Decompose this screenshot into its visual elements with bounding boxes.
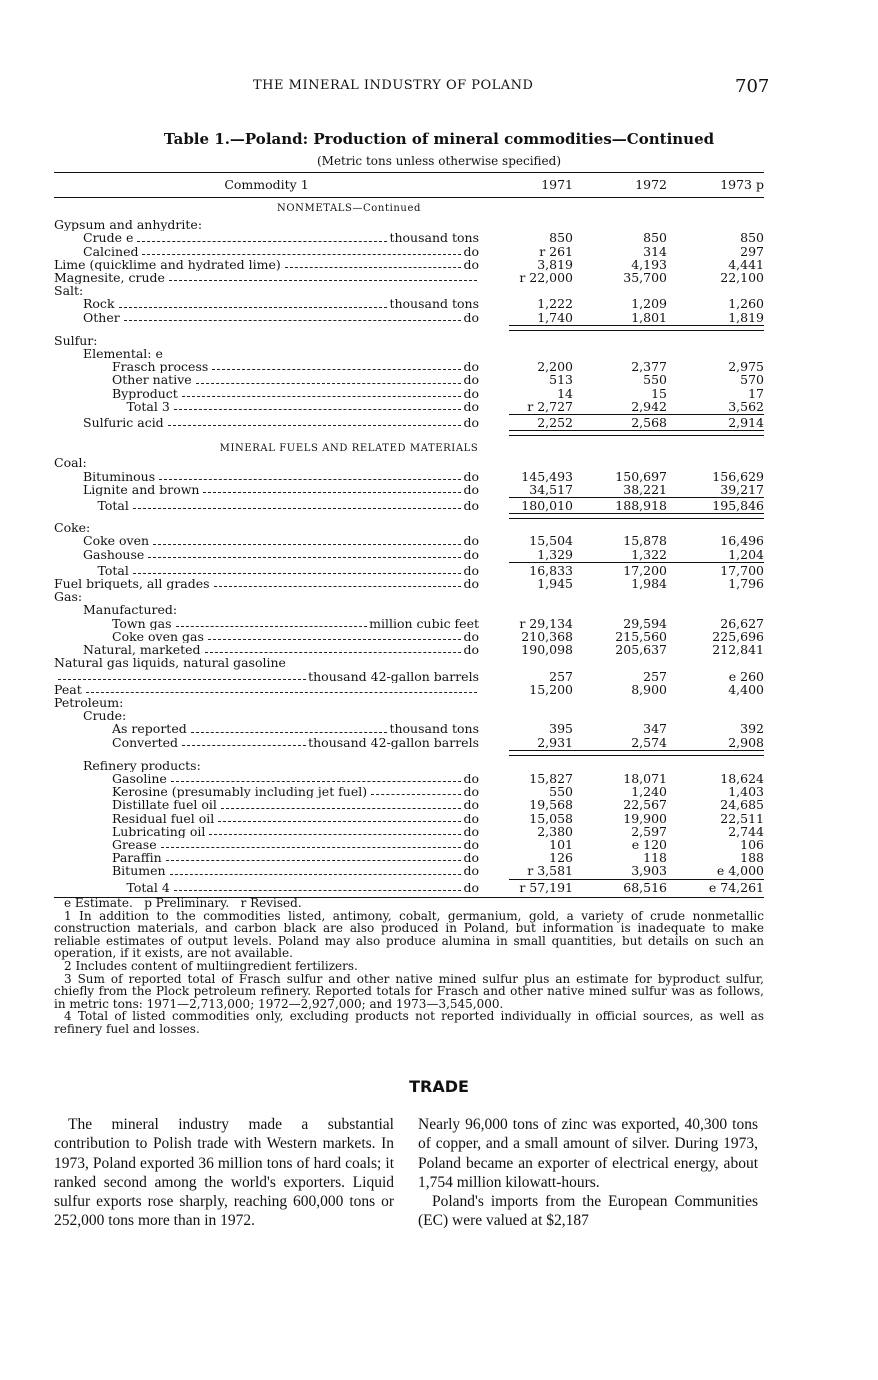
row-unit: do [463,360,479,374]
table-row [54,499,764,512]
row-unit: do [463,864,479,878]
table-row [54,590,764,603]
section-heading-trade: TRADE [409,1077,469,1096]
table-row [54,548,764,561]
cell-1971: r 3,581 [527,863,573,879]
table-row [54,483,764,496]
table-row [54,825,764,838]
dot-leader [371,794,461,795]
cell-1971: 2,380 [537,823,573,839]
cell-1973: 17 [748,385,764,401]
row-label: Crude: [83,709,127,723]
row-label: Byproduct [112,386,178,400]
row-unit: thousand tons [389,297,479,311]
cell-1972: 150,697 [615,468,667,484]
cell-1972: 22,567 [623,797,667,813]
table-row [54,271,764,284]
cell-1971: 1,945 [537,576,573,592]
row-label: Peat [54,682,82,696]
cell-1973: 156,629 [712,468,764,484]
row-label: Crude e [83,231,134,245]
body-column-right [418,1115,758,1231]
cell-1973: e 4,000 [716,863,764,879]
cell-1973: 2,908 [728,734,764,750]
table-row [54,334,764,347]
cell-1971: 101 [549,836,573,852]
cell-1972: 118 [643,850,667,866]
cell-1972: 2,942 [631,398,667,414]
cell-1972: 8,900 [631,681,667,697]
row-label: Other native [112,373,192,387]
row-label: Lime (quicklime and hydrated lime) [54,257,281,272]
rows-fuels [54,456,764,893]
row-label: As reported [112,722,187,736]
row-unit: thousand tons [389,722,479,736]
cell-1973: 2,744 [728,823,764,839]
dot-leader [86,692,477,693]
dot-leader [133,573,462,574]
cell-1971: r 261 [539,243,573,259]
cell-1972: 15 [651,385,667,401]
cell-1973: 212,841 [712,642,764,658]
cell-1971: 210,368 [521,628,573,644]
cell-1973: 24,685 [720,797,764,813]
dot-leader [221,808,462,809]
row-label: Total [97,563,129,578]
cell-1971: 15,058 [529,810,573,826]
rows-nonmetals [54,218,764,436]
row-unit: do [463,811,479,825]
cell-1973: 1,260 [728,296,764,312]
dot-leader [191,732,388,733]
col-1973: 1973 p [720,177,764,193]
row-unit: do [463,785,479,799]
table-row [54,696,764,709]
dot-leader [159,479,461,480]
row-unit: do [463,643,479,657]
cell-1973: 39,217 [720,481,764,497]
cell-1971: 1,740 [537,309,573,325]
col-1972: 1972 [635,177,667,193]
row-label: Coke oven [83,534,150,548]
row-label: Natural, marketed [83,643,201,657]
row-label: Residual fuel oil [112,811,215,825]
row-unit: do [463,837,479,852]
table-row [54,617,764,630]
row-label: Other [83,310,120,324]
row-unit: do [463,880,479,894]
row-unit: do [463,798,479,812]
dot-leader [161,847,462,848]
row-unit: do [463,386,479,400]
footnote-legend: e Estimate. p Preliminary. r Revised. [64,896,302,910]
dot-leader [209,834,461,835]
cell-1973: 570 [740,372,764,388]
table-row [54,456,764,469]
cell-1971: 257 [549,668,573,684]
cell-1973: 2,914 [728,415,764,431]
row-label: Sulfuric acid [83,416,164,430]
table-rule [509,325,764,331]
footnote-3: 3 Sum of reported total of Frasch sulfur and other native mined sulfur plus an estimate for byproduct sulfur, chiefly from the Plock petroleum refinery. Reported totals for Frasch and other native mined sulfur was as follows, in metric tons: 1971—2,713,000; 1972—2,927,000; and 1973—3,545,000. [54,971,764,1011]
table-row [54,231,764,244]
body-column-left [54,1115,394,1231]
row-label: Magnesite, crude [54,271,165,285]
table-row [54,656,764,669]
paragraph: Poland's imports from the European Communities (EC) were valued at $2,187 [418,1193,758,1230]
cell-1973: 106 [740,836,764,852]
table-row [54,812,764,825]
dot-leader [169,280,477,281]
cell-1971: 15,827 [529,770,573,786]
dot-leader [133,508,462,509]
row-unit: do [463,824,479,838]
row-unit: million cubic feet [369,616,479,630]
cell-1973: 188 [740,850,764,866]
cell-1971: r 29,134 [519,615,573,631]
row-unit: do [463,629,479,644]
row-label: Coke oven gas [112,629,204,644]
dot-leader [142,254,461,255]
cell-1972: 1,322 [631,546,667,562]
table-row [54,577,764,590]
cell-1971: 2,931 [537,734,573,750]
cell-1972: 18,071 [623,770,667,786]
row-label: Natural gas liquids, natural gasoline [54,656,286,670]
table-row [54,311,764,324]
footnote-4: 4 Total of listed commodities only, excluding products not reported individually in official sources, as well as refinery fuel and losses. [54,1009,764,1036]
row-unit: do [463,482,479,497]
row-label: Elemental: e [83,347,163,361]
dot-leader [212,369,461,370]
dot-leader [174,890,462,891]
row-label: Frasch process [112,360,209,374]
row-unit: thousand tons [389,231,479,245]
cell-1971: 513 [549,372,573,388]
table-row [54,759,764,772]
dot-leader [148,557,461,558]
page-number: 707 [735,76,770,97]
row-label: Gypsum and anhydrite: [54,218,203,232]
row-label: Calcined [83,244,139,258]
row-label: Kerosine (presumably including jet fuel) [112,785,368,799]
table-caption: Table 1.—Poland: Production of mineral commodities—Continued [163,130,715,148]
row-label: Distillate fuel oil [112,798,217,812]
table-row [54,864,764,877]
cell-1973: 392 [740,721,764,737]
table-header-row [54,173,764,198]
dot-leader [176,626,368,627]
dot-leader [203,492,461,493]
row-unit: do [463,534,479,548]
running-title: THE MINERAL INDUSTRY OF POLAND [253,78,534,93]
cell-1971: 3,819 [537,256,573,272]
row-unit: do [463,399,479,414]
row-label: Manufactured: [83,603,178,617]
cell-1971: 395 [549,721,573,737]
paragraph: Nearly 96,000 tons of zinc was exported, 40,300 tons of copper, and a small amount of silver. During 1973, Poland became an exporter of electrical energy, about 1,754 million kilowatt-hours. [418,1116,758,1191]
row-unit: do [463,244,479,258]
table-row [54,683,764,696]
dot-leader [119,307,388,308]
dot-leader [137,241,387,242]
dot-leader [124,320,462,321]
table-row [54,245,764,258]
row-label: Coke: [54,521,91,535]
cell-1972: 68,516 [623,879,667,895]
production-table [54,172,764,898]
cell-1973: 22,100 [720,270,764,286]
cell-1973: 16,496 [720,533,764,549]
table-row [54,297,764,310]
cell-1973: 18,624 [720,770,764,786]
cell-1972: 1,240 [631,784,667,800]
cell-1972: 257 [643,668,667,684]
cell-1972: e 120 [631,836,667,852]
row-label: Grease [112,837,157,852]
cell-1972: 2,568 [631,415,667,431]
table-rule [509,430,764,436]
row-label: Total 3 [126,399,170,414]
table-row [54,534,764,547]
table-rule [509,513,764,519]
row-unit: do [463,499,479,513]
cell-1972: 15,878 [623,533,667,549]
row-label: Sulfur: [54,333,98,348]
dot-leader [171,781,462,782]
row-unit: do [463,257,479,272]
cell-1971: r 57,191 [519,879,573,895]
row-label: Gasoline [112,771,167,786]
table-row [54,387,764,400]
dot-leader [218,821,461,822]
cell-1973: 4,400 [728,681,764,697]
cell-1971: 145,493 [521,468,573,484]
dot-leader [208,639,462,640]
row-unit: do [463,563,479,578]
cell-1973: e 74,261 [708,879,764,895]
cell-1972: 550 [643,372,667,388]
row-label: Salt: [54,284,84,298]
cell-1971: 15,200 [529,681,573,697]
row-label: Refinery products: [83,758,201,772]
cell-1972: 17,200 [623,562,667,578]
cell-1971: 126 [549,850,573,866]
table-row [54,722,764,735]
table-row [54,798,764,811]
cell-1971: 34,517 [529,481,573,497]
cell-1973: 195,846 [712,498,764,514]
section-nonmetals: NONMETALS—Continued [276,203,421,214]
cell-1973: 297 [740,243,764,259]
dot-leader [166,860,462,861]
row-label: Petroleum: [54,695,124,710]
dot-leader [205,652,462,653]
row-unit: do [463,771,479,786]
row-label: Total [97,499,129,513]
table-row [54,736,764,749]
cell-1973: e 260 [728,668,764,684]
table-row [54,416,764,429]
cell-1973: 26,627 [720,615,764,631]
cell-1973: 2,975 [728,359,764,375]
row-unit: do [463,310,479,324]
cell-1971: r 22,000 [519,270,573,286]
row-unit: do [463,373,479,387]
table-row [54,670,764,683]
row-unit: do [463,547,479,561]
row-label: Lignite and brown [83,482,200,497]
col-1971: 1971 [541,177,573,193]
cell-1972: 29,594 [623,615,667,631]
row-label: Gas: [54,590,83,604]
row-label: Lubricating oil [112,824,206,838]
cell-1972: 205,637 [615,642,667,658]
cell-1971: 15,504 [529,533,573,549]
table-rule [509,750,764,756]
running-header [0,78,878,98]
cell-1973: 22,511 [720,810,764,826]
row-label: Rock [83,297,115,311]
row-label: Bituminous [83,469,156,483]
table-row [54,881,764,894]
cell-1971: 190,098 [521,642,573,658]
cell-1972: 1,801 [631,309,667,325]
cell-1973: 1,403 [728,784,764,800]
cell-1972: 1,209 [631,296,667,312]
cell-1972: 314 [643,243,667,259]
cell-1971: 1,329 [537,546,573,562]
cell-1973: 850 [740,230,764,246]
footnote-2: 2 Includes content of multiingredient fertilizers. [64,958,358,973]
cell-1971: 1,222 [537,296,573,312]
row-unit: do [463,577,479,591]
dot-leader [196,383,462,384]
dot-leader [182,396,462,397]
row-label: Town gas [112,616,172,630]
cell-1972: 2,597 [631,823,667,839]
cell-1973: 17,700 [720,562,764,578]
table-row [54,643,764,656]
row-label: Paraffin [112,851,162,865]
row-label: Fuel briquets, all grades [54,577,210,591]
cell-1971: 850 [549,230,573,246]
cell-1972: 3,903 [631,863,667,879]
cell-1972: 4,193 [631,256,667,272]
dot-leader [153,544,461,545]
row-unit: thousand 42-gallon barrels [308,669,479,683]
row-unit: do [463,416,479,430]
cell-1971: r 2,727 [527,398,573,414]
row-label: Converted [112,735,178,749]
footnote-1: 1 In addition to the commodities listed, antimony, cobalt, germanium, gold, a variety of crude nonmetallic construction materials, and carbon black are also produced in Poland, but information is inadequate to make reliable estimates of output levels. Poland may also produce alumina in small quantities, but details on such an operation, if it exists, are not available. [54,908,764,961]
footnotes [54,897,764,1036]
table-row [54,470,764,483]
cell-1971: 16,833 [529,562,573,578]
table-row [54,400,764,413]
dot-leader [214,586,462,587]
dot-leader [168,425,462,426]
cell-1972: 19,900 [623,810,667,826]
dot-leader [58,679,306,680]
table-subcaption: (Metric tons unless otherwise specified) [316,154,562,168]
cell-1973: 1,204 [728,546,764,562]
table-row [54,603,764,616]
row-label: Bitumen [112,864,166,878]
cell-1971: 14 [557,385,573,401]
section-fuels: MINERAL FUELS AND RELATED MATERIALS [219,443,479,455]
row-label: Gashouse [83,547,145,561]
paragraph: The mineral industry made a substantial contribution to Polish trade with Western markets. In 1973, Poland exported 36 million tons of hard coals; it ranked second among the world's exporters. Liquid sulfur exports rose sharply, reaching 600,000 tons or 252,000 tons more than in 1972. [54,1116,394,1230]
row-label: Total 4 [126,880,170,894]
dot-leader [170,874,462,875]
cell-1972: 35,700 [623,270,667,286]
cell-1972: 347 [643,721,667,737]
cell-1971: 2,252 [537,415,573,431]
cell-1972: 38,221 [623,481,667,497]
cell-1971: 180,010 [521,498,573,514]
col-commodity: Commodity 1 [224,178,309,192]
dot-leader [174,409,462,410]
cell-1972: 215,560 [615,628,667,644]
row-label: Coal: [54,456,87,470]
cell-1971: 550 [549,784,573,800]
dot-leader [285,267,462,268]
row-unit: do [463,469,479,483]
dot-leader [182,745,306,746]
cell-1973: 1,819 [728,309,764,325]
cell-1972: 2,377 [631,359,667,375]
cell-1971: 2,200 [537,359,573,375]
cell-1972: 2,574 [631,734,667,750]
cell-1971: 19,568 [529,797,573,813]
row-unit: thousand 42-gallon barrels [308,735,479,749]
cell-1973: 1,796 [728,576,764,592]
table-row [54,373,764,386]
cell-1973: 3,562 [728,398,764,414]
cell-1972: 850 [643,230,667,246]
cell-1972: 1,984 [631,576,667,592]
cell-1973: 225,696 [712,628,764,644]
cell-1972: 188,918 [615,498,667,514]
cell-1973: 4,441 [728,256,764,272]
row-unit: do [463,851,479,865]
